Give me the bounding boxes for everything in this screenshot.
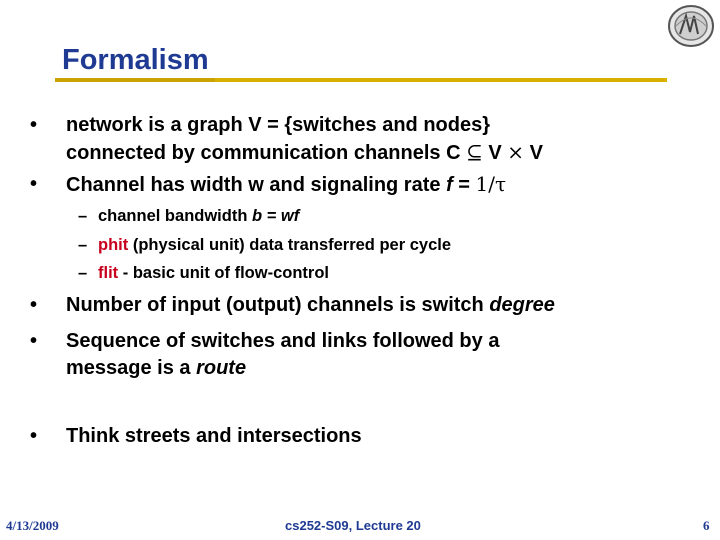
slash-symbol: / (488, 172, 496, 196)
bullet-glyph: • (30, 330, 38, 352)
bullet-streets (30, 423, 362, 450)
bandwidth-formula: b = wf (252, 207, 300, 225)
subset-symbol: ⊆ (466, 140, 483, 164)
footer-page-number: 6 (703, 518, 710, 533)
set-v-second: V (524, 142, 543, 164)
slide-title: Formalism (62, 44, 209, 76)
bullet-switch-degree (30, 292, 555, 319)
phit-term: phit (98, 236, 129, 254)
bullet-text: Number of input (output) channels is switch (66, 294, 490, 316)
title-underline (55, 78, 667, 82)
f-variable: f (446, 174, 453, 196)
route-term: route (196, 357, 247, 379)
bullet-channel-width (30, 171, 506, 199)
sub-bullet-text: - basic unit of flow-control (118, 264, 329, 282)
degree-term: degree (489, 294, 555, 316)
bullet-glyph: • (30, 114, 38, 136)
footer-course: cs252-S09, Lecture 20 (285, 518, 421, 533)
sub-bullet-bandwidth (78, 206, 299, 226)
dash-glyph: – (78, 207, 88, 225)
equals-sign: = (452, 174, 476, 196)
times-symbol: × (507, 140, 525, 164)
bullet-glyph: • (30, 294, 38, 316)
bullet-glyph: • (30, 173, 38, 195)
dash-glyph: – (78, 264, 88, 282)
sub-bullet-text: channel bandwidth (98, 207, 253, 225)
bullet-text: Think streets and intersections (66, 425, 362, 447)
university-seal-icon (666, 4, 716, 48)
one-numeral: 1 (475, 172, 489, 196)
bullet-text-line1: Sequence of switches and links followed by a (66, 330, 500, 352)
bullet-network-definition (30, 112, 543, 167)
footer-date: 4/13/2009 (6, 518, 59, 533)
sub-bullet-flit (78, 263, 329, 283)
bullet-text-line1: network is a graph V = {switches and nodes} (66, 114, 491, 136)
bullet-text-line2: connected by communication channels C (66, 142, 467, 164)
set-v-first: V (482, 142, 508, 164)
bullet-text-line2: message is a (66, 357, 197, 379)
tau-symbol: τ (495, 172, 507, 196)
bullet-text: Channel has width w and signaling rate (66, 174, 447, 196)
dash-glyph: – (78, 236, 88, 254)
flit-term: flit (98, 264, 119, 282)
bullet-route (30, 328, 499, 382)
sub-bullet-phit (78, 235, 451, 255)
sub-bullet-text: (physical unit) data transferred per cycle (128, 236, 452, 254)
bullet-glyph: • (30, 425, 38, 447)
